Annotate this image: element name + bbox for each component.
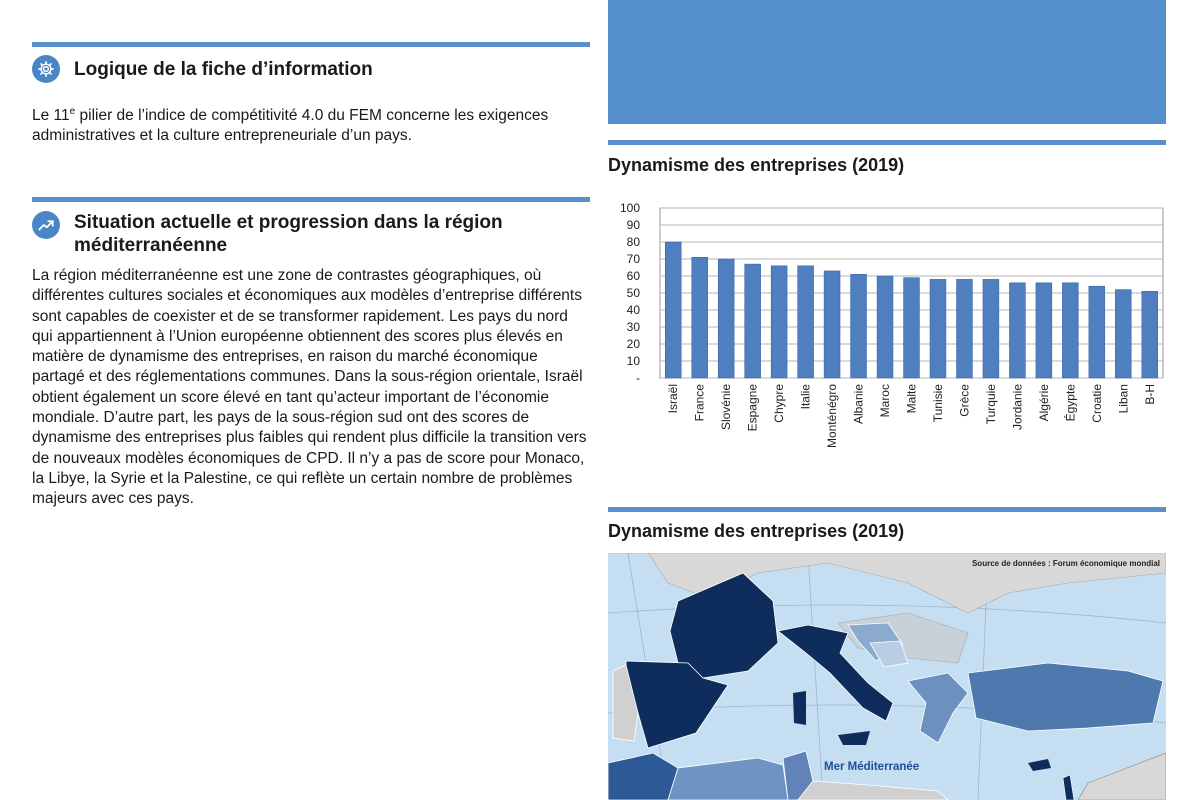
y-tick-label: - [636,371,640,385]
map-divider [608,507,1166,512]
section-divider [32,197,590,202]
bar [665,242,681,378]
x-tick-label: Jordanie [1010,384,1025,431]
bar [904,278,920,378]
y-tick-label: 70 [626,252,640,266]
bar [824,271,840,378]
bar [851,274,867,378]
y-tick-label: 90 [626,218,640,232]
bar [1142,291,1158,378]
country-israel [1063,775,1074,800]
x-tick-label: Albanie [851,384,866,425]
chart-title: Dynamisme des entreprises (2019) [608,155,905,175]
country-turkey [968,663,1163,731]
x-tick-label: Chypre [772,384,787,423]
x-tick-label: Tunisie [930,384,945,423]
y-tick-label: 50 [626,286,640,300]
land-east [1078,753,1166,800]
x-tick-label: Espagne [745,384,760,432]
x-tick-label: Slovénie [719,384,734,431]
chart-divider [608,140,1166,145]
x-tick-label: Algérie [1036,384,1051,422]
x-tick-label: Monténégro [825,384,840,449]
y-tick-label: 60 [626,269,640,283]
section-body: La région méditerranéenne est une zone de contrastes géographiques, où différentes cultures sociales et économiques aux modèles d’entreprise différents sont capables de coexister et de se transformer rapidement. Les pays du nord qui appartiennent à l’Union européenne obtiennent des scores plus élevés en matière de dynamisme des entreprises, en raison du marché économique partagé et des réglementations communes. Dans la sous-région orientale, Israël obtient également un score élevé en tant qu’acteur important de l’économie mondiale. D’autre part, les pays de la sous-région sud ont des scores de dynamisme des entreprises plus faibles qui rendent plus difficile la transition vers de nouveaux modèles économiques de CPD. Il n’y a pas de score pour Monaco, la Libye, la Syrie et la Palestine, ce qui reflète un certain nombre de problèmes majeurs avec ces pays. [32,267,587,508]
sardinia [793,691,806,725]
x-tick-label: Italie [798,384,813,410]
x-tick-label: Égypte [1063,384,1078,422]
bar [983,279,999,378]
sea-label: Mer Méditerranée [824,761,920,773]
x-tick-label: France [692,384,707,422]
x-tick-label: Israël [666,384,681,414]
x-tick-label: B-H [1142,384,1157,405]
bar [1115,290,1131,378]
bar [1089,286,1105,378]
bar [798,266,814,378]
country-cyprus [1028,759,1051,771]
x-tick-label: Croatie [1089,384,1104,423]
y-tick-label: 10 [626,354,640,368]
body-text-start: Le 11 [32,107,70,124]
choropleth-map [608,553,1166,800]
gear-icon [32,55,60,83]
trending-up-icon [32,211,60,239]
country-algeria [668,758,788,800]
bar [930,279,946,378]
section-header-situation [32,211,544,257]
sicily [838,731,870,745]
y-tick-label: 30 [626,320,640,334]
country-libya [798,781,948,800]
x-tick-label: Liban [1116,384,1131,414]
bar [718,259,734,378]
y-tick-label: 100 [619,201,640,215]
map-source: Source de données : Forum économique mondial [971,559,1160,568]
bar [1036,283,1052,378]
y-tick-label: 40 [626,303,640,317]
bar [771,266,787,378]
bar [1062,283,1078,378]
section-title: Logique de la fiche d’information [74,59,373,80]
bar-chart [608,195,1166,485]
x-tick-label: Turquie [983,384,998,425]
body-text-end: pilier de l’indice de compétitivité 4.0 du FEM concerne les exigences administratives et la culture entrepreneuriale d’un pays. [32,107,549,145]
x-tick-label: Maroc [878,384,893,418]
section-header-logique [32,55,373,83]
country-morocco [608,753,678,800]
section-title: Situation actuelle et progression dans la région méditerranéenne [74,212,503,256]
section-divider [32,42,590,47]
bar [745,264,761,378]
y-tick-label: 80 [626,235,640,249]
x-tick-label: Grèce [957,384,972,417]
superscript: e [69,105,76,117]
x-tick-label: Malte [904,384,919,414]
section-body [32,106,572,147]
blue-banner [608,0,1166,124]
bar [957,279,973,378]
bar [1009,283,1025,378]
bar [877,276,893,378]
y-tick-label: 20 [626,337,640,351]
bar [692,257,708,378]
map-title: Dynamisme des entreprises (2019) [608,521,905,541]
